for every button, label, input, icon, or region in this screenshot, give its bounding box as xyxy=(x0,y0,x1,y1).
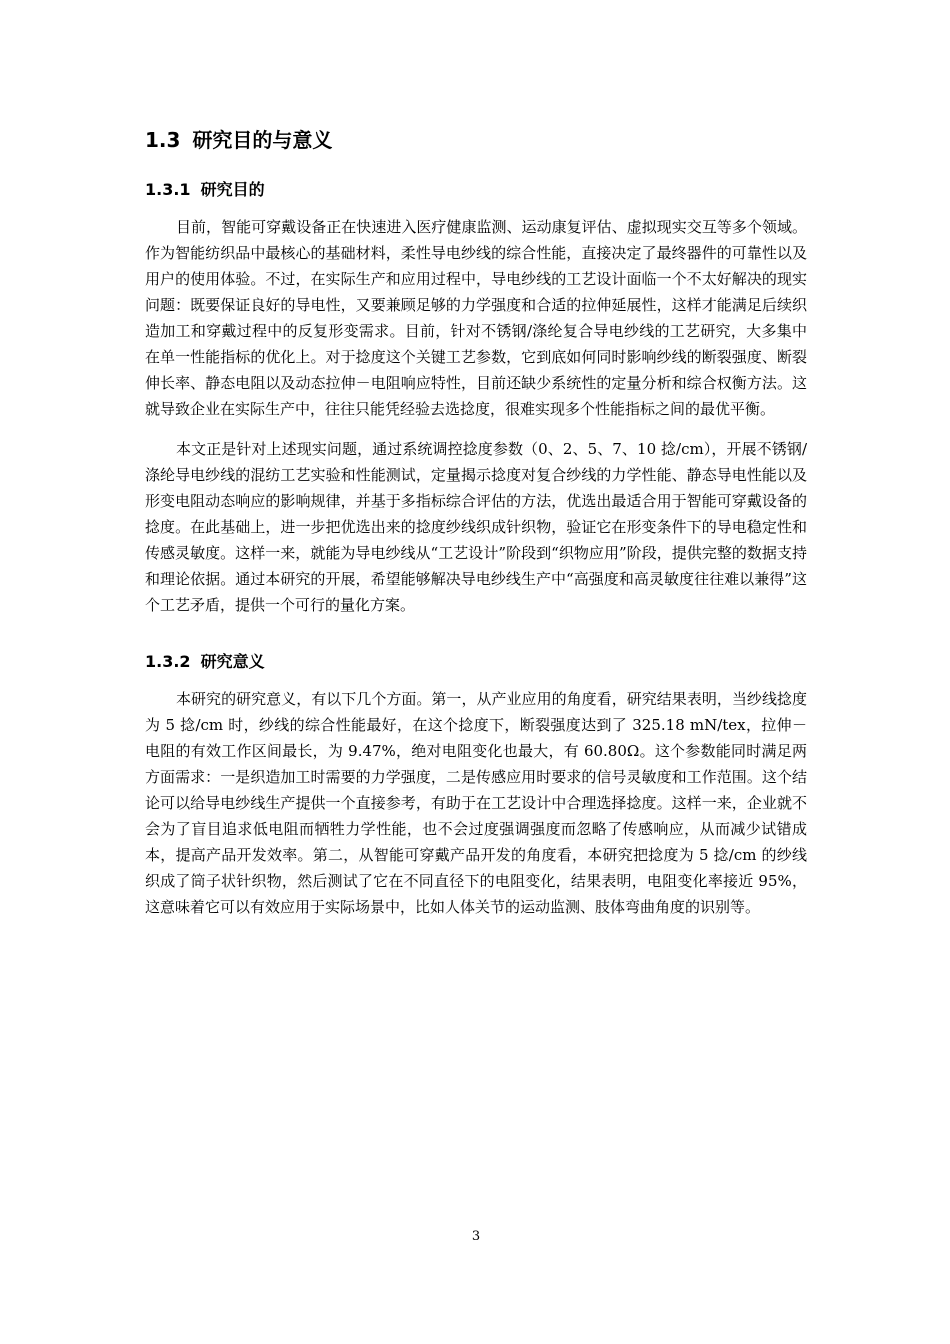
page-number: 3 xyxy=(471,1229,481,1244)
paragraph-purpose-2: 本文正是针对上述现实问题，通过系统调控捻度参数（0、2、5、7、10 捻/cm），开展不锈钢/涤纶导电纱线的混纺工艺实验和性能测试，定量揭示捻度对复合纱线的力学性能、静态导电性能以及形变电阻动态响应的影响规律，并基于多指标综合评估的方法，优选出最适合用于智能可穿戴设备的捻度。在此基础上，进一步把优选出来的捻度纱线织成针织物，验证它在形变条件下的导电稳定性和传感灵敏度。这样一来，就能为导电纱线从“工艺设计”阶段到“织物应用”阶段，提供完整的数据支持和理论依据。通过本研究的开展，希望能够解决导电纱线生产中“高强度和高灵敏度往往难以兼得”这个工艺矛盾，提供一个可行的量化方案。 xyxy=(145,440,807,614)
document-page xyxy=(145,0,807,1344)
subsection-heading-purpose xyxy=(145,178,265,202)
subsection-number: 1.3.1 xyxy=(145,180,191,199)
subsection-title: 研究目的 xyxy=(200,180,265,199)
section-heading xyxy=(145,126,332,154)
section-number: 1.3 xyxy=(145,128,181,152)
subsection-heading-significance xyxy=(145,650,265,674)
subsection-number: 1.3.2 xyxy=(145,652,191,671)
paragraph-significance-1: 本研究的研究意义，有以下几个方面。第一，从产业应用的角度看，研究结果表明，当纱线捻度为 5 捻/cm 时，纱线的综合性能最好，在这个捻度下，断裂强度达到了 325.18 mN/tex，拉伸－电阻的有效工作区间最长，为 9.47%，绝对电阻变化也最大，有 60.80Ω。这个参数能同时满足两方面需求：一是织造加工时需要的力学强度，二是传感应用时要求的信号灵敏度和工作范围。这个结论可以给导电纱线生产提供一个直接参考，有助于在工艺设计中合理选择捻度。这样一来，企业就不会为了盲目追求低电阻而牺牲力学性能，也不会过度强调强度而忽略了传感响应，从而减少试错成本，提高产品开发效率。第二，从智能可穿戴产品开发的角度看，本研究把捻度为 5 捻/cm 的纱线织成了筒子状针织物，然后测试了它在不同直径下的电阻变化，结果表明，电阻变化率接近 95%，这意味着它可以有效应用于实际场景中，比如人体关节的运动监测、肢体弯曲角度的识别等。 xyxy=(145,690,807,916)
subsection-title: 研究意义 xyxy=(200,652,265,671)
paragraph-purpose-1: 目前，智能可穿戴设备正在快速进入医疗健康监测、运动康复评估、虚拟现实交互等多个领域。作为智能纺织品中最核心的基础材料，柔性导电纱线的综合性能，直接决定了最终器件的可靠性以及用户的使用体验。不过，在实际生产和应用过程中，导电纱线的工艺设计面临一个不太好解决的现实问题：既要保证良好的导电性，又要兼顾足够的力学强度和合适的拉伸延展性，这样才能满足后续织造加工和穿戴过程中的反复形变需求。目前，针对不锈钢/涤纶复合导电纱线的工艺研究，大多集中在单一性能指标的优化上。对于捻度这个关键工艺参数，它到底如何同时影响纱线的断裂强度、断裂伸长率、静态电阻以及动态拉伸－电阻响应特性，目前还缺少系统性的定量分析和综合权衡方法。这就导致企业在实际生产中，往往只能凭经验去选捻度，很难实现多个性能指标之间的最优平衡。 xyxy=(145,218,807,418)
section-title: 研究目的与意义 xyxy=(192,128,333,152)
